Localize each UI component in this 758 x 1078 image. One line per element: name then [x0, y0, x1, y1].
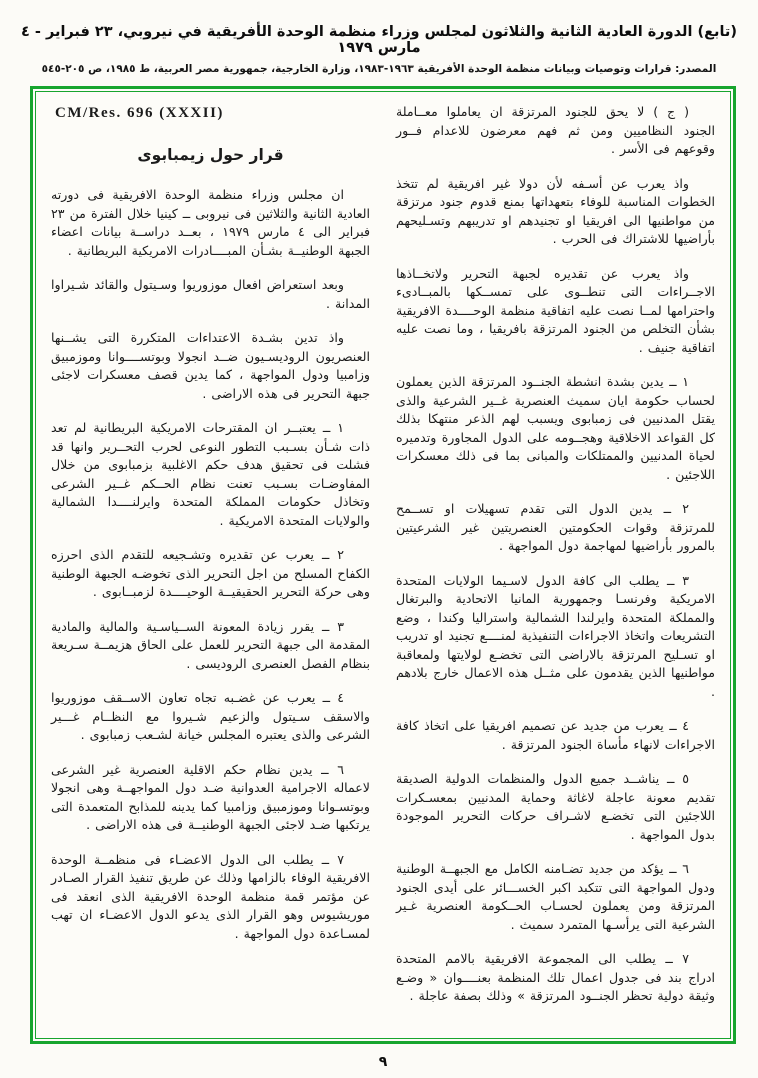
- document-body: [33, 89, 733, 1041]
- resolution-title: قرار حول زيمبابوى: [137, 146, 284, 164]
- resolution-reference: CM/Res. 696 (XXXII): [55, 105, 224, 121]
- paragraph: ٧ ــ يطلب الى الدول الاعضـاء فى منظمــة الوحدة الافريقية الوفاء بالزامها وذلك عن طريق تنفيذ القرار الصـادر عن مؤتمر قمة منظمة الوحدة الافريقية الذى انعقد فى موريشيوس وهو القرار الذى يدعو الدول الاعضـاء ان تهب لمسـاعدة دول المواجهة .: [51, 851, 370, 941]
- paragraph: ٦ ــ يؤكد من جديد تضـامنه الكامل مع الجبهــة الوطنية ودول المواجهة التى تتكبد اكبر الخســـائر على أيدى الجنود المرتزقة ومن يعملون لحسـاب الحــكومة العنصرية غـير الشرعية التى يرأسـها المتمرد سميث .: [396, 861, 715, 932]
- paragraph: ٢ ــ يدين الدول التى تقدم تسهيلات او تســمح للمرتزقة وقوات الحكومتين العنصريتين غير الشرعيتين بالمرور بأراضيها لمهاجمة دول المواجهة .: [396, 501, 715, 553]
- paragraph: ١ ــ يدين بشدة انشطة الجنــود المرتزقة الذين يعملون لحساب حكومة ايان سميث العنصرية غــير الشرعية والذى يقتل المدنيين فى زمبابوى ويسبب لهم الذعر منتهكا بذلك كل القواعد الاخلاقية وهجــومه على الدول المجاورة وتدميره لحياة المدنيين والممتلكات والمبانى بما فى ذلك معسكرات اللاجئين .: [396, 374, 715, 482]
- paragraph: ٦ ــ يدين نظام حكم الاقلية العنصرية غير الشرعى لاعماله الاجرامية العدوانية ضـد دول المواجهــة وهى انجولا وبوتسـوانا وموزمبيق وزامبيا كما يدينه للمذابح المتعمدة التى يرتكبها ضـد لاجئى الجبهة الوطنيــة فى هذه الاراضى .: [51, 761, 370, 832]
- paragraph: ١ ــ يعتبــر ان المقترحات الامريكية البريطانية لم تعد ذات شـأن بسـبب التطور النوعى لحرب التحــرير وانها قد فشلت فى تحقيق هدف حكم الاغلبية بزمبابوى من خلال المفاوضـات بسـبب تعنت نظام الحــكم غــير الشرعى وتخاذل حكومات المملكة المتحدة وايرلنــــدا الشمالية والولايات المتحدة الامريكية .: [51, 420, 370, 528]
- paragraph: ٣ ــ يقرر زيادة المعونة الســياسـية والمالية والمادية المقدمة الى جبهة التحرير للعمل على الحاق هزيمــة سـريعة بنظام الفصل العنصرى الروديسى .: [51, 618, 370, 671]
- paragraph: ٤ ــ يعرب من جديد عن تصميم افريقيا على اتخاذ كافة الاجراءات لانهاء مأساة الجنود المرتزقة .: [396, 718, 715, 752]
- page-header: [0, 24, 758, 75]
- paragraph: واذ يعرب عن أسـفه لأن دولا غير افريقية لم تتخذ الخطوات المناسبة للوفاء بتعهداتها بمنع قدوم جنود مرتزقة من مواطنيها الى افريقيا او تجنيدهم او تدريبهم وتسـليحهم بأراضيها للاشتراك فى الحرب .: [396, 175, 715, 246]
- resolution-column: [51, 103, 370, 1031]
- paragraph: وبعد استعراض افعال موزوريوا وسـيتول والقائد شـيراوا المدانة .: [51, 277, 370, 311]
- paragraph: ٥ ــ يناشــد جميع الدول والمنظمات الدولية الصديقة تقديم معونة عاجلة لاغاثة وحماية المدنيين بمعسـكرات اللاجئين التى تخضـع لاشـراف حركات التحرير الموجودة بدول المواجهة .: [396, 771, 715, 842]
- paragraph: ان مجلس وزراء منظمة الوحدة الافريقية فى دورته العادية الثانية والثلاثين فى نيروبى ــ كينيا خلال الفترة من ٢٣ فبراير الى ٤ مارس ١٩٧٩ ، بعــد دراســة بيانات اعضاء الجبهة الوطنيــة بشـأن المبــــادرات الامريكية البريطانية .: [51, 187, 371, 258]
- paragraph: ٣ ــ يطلب الى كافة الدول لاسـيما الولايات المتحدة الامريكية وفرنسـا وجمهورية المانيا الاتحادية والبرتغال والمملكة المتحدة وايرلندا الشمالية واستراليا وكندا ، وضع التشريعات واتخاذ الاجراءات التنفيذية لمنــــع تجنيد او تدريب او تسـليح المرتزقة بالاراضى التى تخضـع لولايتها ولمعاقبة مواطنيها الذين يقدمون على مثــل هذه الاعمال خارج بلادهم .: [396, 572, 715, 699]
- document-border-frame: [30, 86, 736, 1044]
- paragraph: واذ يعرب عن تقديره لجبهة التحرير ولاتخــاذها الاجــراءات التى تنطــوى على تمســكها بالمبــادىء واحترامها لمــا نصت عليه اتفاقية منظمة الوحــــدة الافريقية بشأن التخلص من الجنود المرتزقة بافريقيا ، وما نصت عليه اتفاقية جنيف .: [396, 265, 715, 355]
- paragraph: ٧ ــ يطلب الى المجموعة الافريقية بالامم المتحدة ادراج بند فى جدول اعمال تلك المنظمة بعنــــوان « وضـع وثيقة دولية تحظر الجنــود المرتزقة » وذلك بصفة عاجلة .: [396, 951, 715, 1003]
- paragraph: ( ج ) لا يحق للجنود المرتزقة ان يعاملوا معــاملة الجنود النظاميين ومن ثم فهم معرضون للاعدام فــور وقوعهم فى الأسر .: [396, 104, 715, 156]
- paragraph: ٢ ــ يعرب عن تقديره وتشـجيعه للتقدم الذى احرزه الكفاح المسلح من اجل التحرير الذى تخوضـه الجبهة الوطنية وهى حركة التحرير الحقيقيــة الوحيــــدة لزمبــابوى .: [51, 547, 370, 599]
- paragraph: واذ تدين بشـدة الاعتداءات المتكررة التى يشــنها العنصريون الروديسـيون ضــد انجولا وبوتســــوانا وموزمبيق وزامبيا ودول المواجهة ، كما يدين قصف معسكرات لاجئى جبهة التحرير فى هذه الاراضى .: [51, 330, 370, 401]
- session-title: (تابع) الدورة العادية الثانية والثلاثون لمجلس وزراء منظمة الوحدة الأفريقية في نيروبي، ٢٣ فبراير - ٤ مارس ١٩٧٩: [21, 24, 737, 56]
- source-citation: المصدر: قرارات وتوصيات وبيانات منظمة الوحدة الأفريقية ١٩٦٣-١٩٨٣، وزارة الخارجية، جمهورية مصر العربية، ط ١٩٨٥، ص ٢٠٥-٥٤٥: [41, 63, 717, 75]
- paragraph: ٤ ــ يعرب عن غضـبه تجاه تعاون الاســقف موزوريوا والاسقف سـيتول والزعيم شـيروا مع النظــام غـــير الشرعى والذى يعتبره المجلس خيانة لشـعب زمبابوى .: [51, 690, 370, 742]
- page-number: ٩: [378, 1054, 388, 1070]
- continuation-column: [396, 103, 715, 1031]
